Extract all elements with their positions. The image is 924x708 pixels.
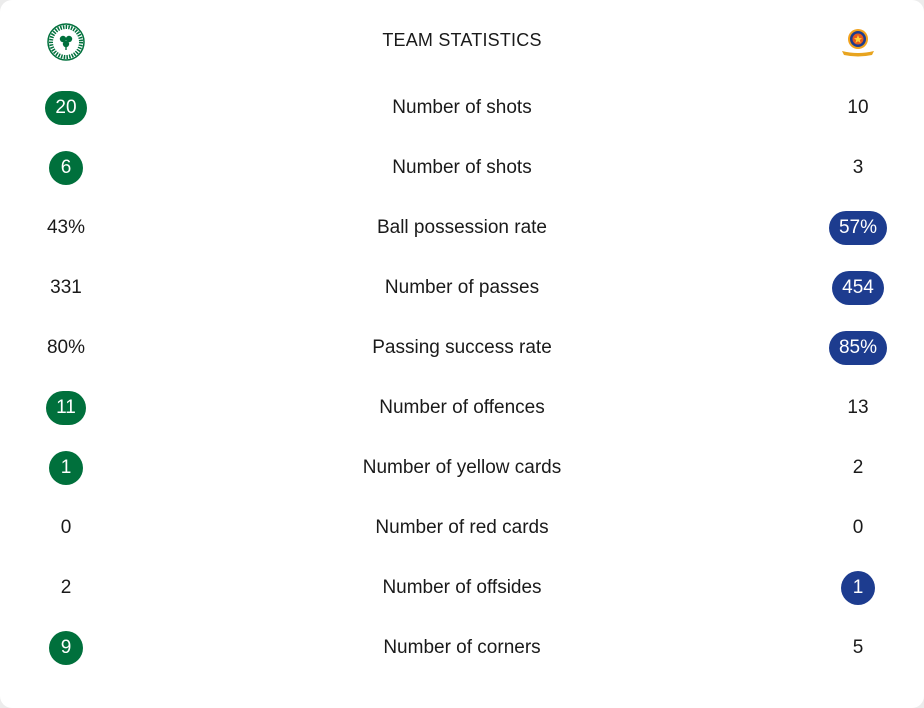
- away-value-cell: [808, 318, 908, 378]
- home-value-cell: [16, 198, 116, 258]
- stat-row: [0, 318, 924, 378]
- stat-row: [0, 78, 924, 138]
- stat-label: Number of corners: [383, 637, 541, 658]
- stat-row: [0, 438, 924, 498]
- away-value: 57%: [829, 211, 887, 245]
- away-value: 0: [852, 517, 864, 538]
- home-value: 2: [60, 577, 72, 598]
- home-value: 1: [49, 451, 83, 485]
- home-value-cell: [16, 438, 116, 498]
- home-value: 20: [45, 91, 86, 125]
- away-value: 3: [852, 157, 864, 178]
- clover-crest-icon: [46, 22, 86, 62]
- away-value: 1: [841, 571, 875, 605]
- home-value-cell: [16, 78, 116, 138]
- home-value-cell: [16, 318, 116, 378]
- away-value-cell: [808, 198, 908, 258]
- away-value-cell: [808, 438, 908, 498]
- stat-row: [0, 498, 924, 558]
- home-value-cell: [16, 258, 116, 318]
- away-value-cell: [808, 498, 908, 558]
- home-value-cell: [16, 138, 116, 198]
- stat-row: [0, 198, 924, 258]
- away-value: 2: [852, 457, 864, 478]
- home-value: 0: [60, 517, 72, 538]
- away-value: 10: [847, 97, 869, 118]
- away-value-cell: [808, 138, 908, 198]
- away-value: 5: [852, 637, 864, 658]
- stat-row: [0, 138, 924, 198]
- stat-label: Passing success rate: [372, 337, 552, 358]
- stat-label: Number of shots: [392, 157, 532, 178]
- page-title: TEAM STATISTICS: [382, 30, 542, 50]
- stat-row: [0, 618, 924, 678]
- stat-label: Number of offsides: [382, 577, 542, 598]
- home-value: 80%: [46, 337, 86, 358]
- home-value-cell: [16, 498, 116, 558]
- stat-label: Number of shots: [392, 97, 532, 118]
- away-value: 85%: [829, 331, 887, 365]
- away-team-logo[interactable]: [838, 22, 878, 62]
- home-value-cell: [16, 558, 116, 618]
- away-value: 13: [847, 397, 869, 418]
- stat-row: [0, 258, 924, 318]
- away-value-cell: [808, 378, 908, 438]
- away-value-cell: [808, 558, 908, 618]
- stats-header: [0, 0, 924, 84]
- home-value-cell: [16, 618, 116, 678]
- away-value-cell: [808, 78, 908, 138]
- home-team-logo[interactable]: [46, 22, 86, 62]
- away-value-cell: [808, 258, 908, 318]
- stat-row: [0, 378, 924, 438]
- stat-label: Number of passes: [384, 277, 540, 298]
- stat-label: Number of offences: [379, 397, 545, 418]
- away-value-cell: [808, 618, 908, 678]
- stat-label: Ball possession rate: [376, 217, 548, 238]
- shield-crest-icon: [838, 22, 878, 62]
- home-value: 6: [49, 151, 83, 185]
- home-value: 43%: [46, 217, 86, 238]
- stat-label: Number of red cards: [375, 517, 549, 538]
- home-value-cell: [16, 378, 116, 438]
- away-value: 454: [832, 271, 884, 305]
- home-value: 11: [46, 391, 86, 425]
- stat-label: Number of yellow cards: [362, 457, 562, 478]
- home-value: 9: [49, 631, 83, 665]
- home-value: 331: [50, 277, 82, 298]
- stat-row: [0, 558, 924, 618]
